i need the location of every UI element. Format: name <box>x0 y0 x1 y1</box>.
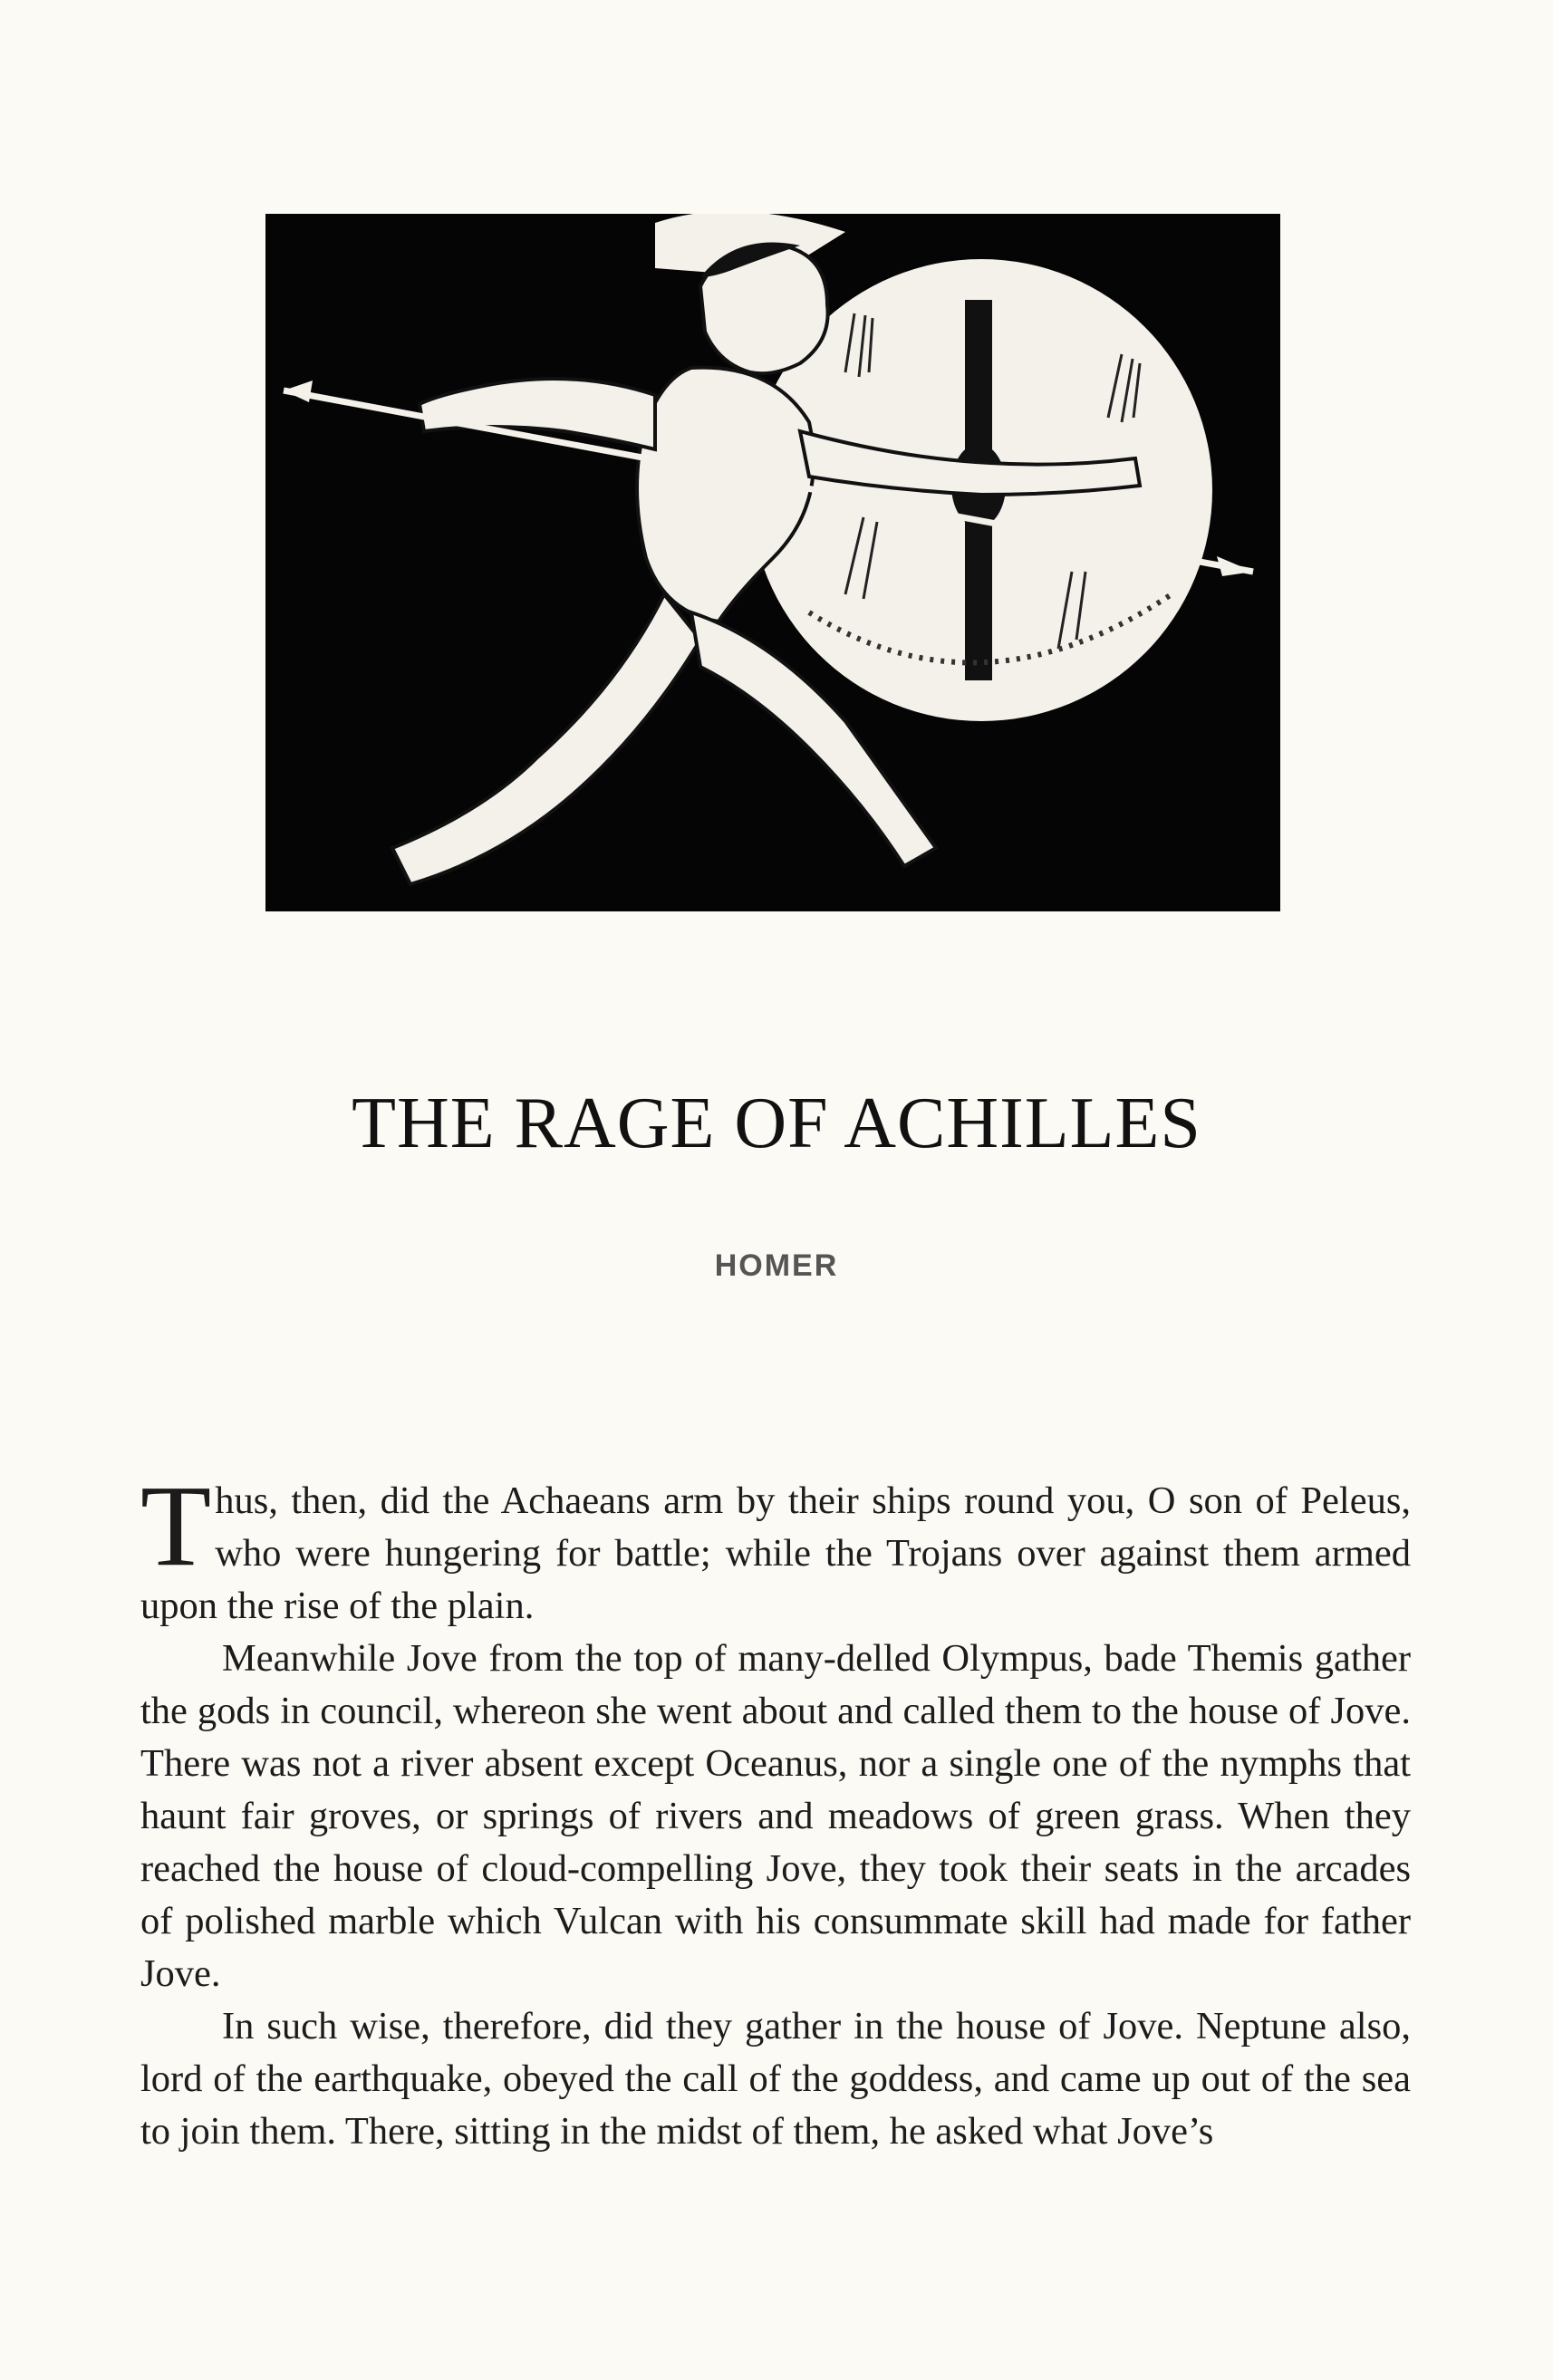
author-name: HOMER <box>714 1248 839 1283</box>
story-body <box>140 1461 1411 2158</box>
paragraph-2: Meanwhile Jove from the top of many-delled Olympus, bade Themis gather the gods in council, whereon she went about and called them to the house of Jove. There was not a river absent except Oceanus, nor a single one of the nymphs that haunt fair groves, or springs of rivers and meadows of green grass. When they reached the house of cloud-compelling Jove, they took their seats in the arcades of polished marble which Vulcan with his consummate skill had made for father Jove. <box>140 1637 1411 1995</box>
paragraph-1 <box>140 1461 1411 1633</box>
paragraph-1-text: hus, then, did the Achaeans arm by their ships round you, O son of Peleus, who were hungering for battle; while the Trojans over against them armed upon the rise of the plain. <box>140 1479 1411 1627</box>
story-title: THE RAGE OF ACHILLES <box>352 1084 1201 1163</box>
warrior-figure-art <box>265 214 1280 911</box>
warrior-illustration <box>265 214 1280 911</box>
paragraph-3: In such wise, therefore, did they gather in the house of Jove. Neptune also, lord of the earthquake, obeyed the call of the goddess, and came up out of the sea to join them. There, sitting in the midst of them, he asked what Jove’s <box>140 2005 1411 2153</box>
drop-cap: T <box>140 1461 212 1590</box>
